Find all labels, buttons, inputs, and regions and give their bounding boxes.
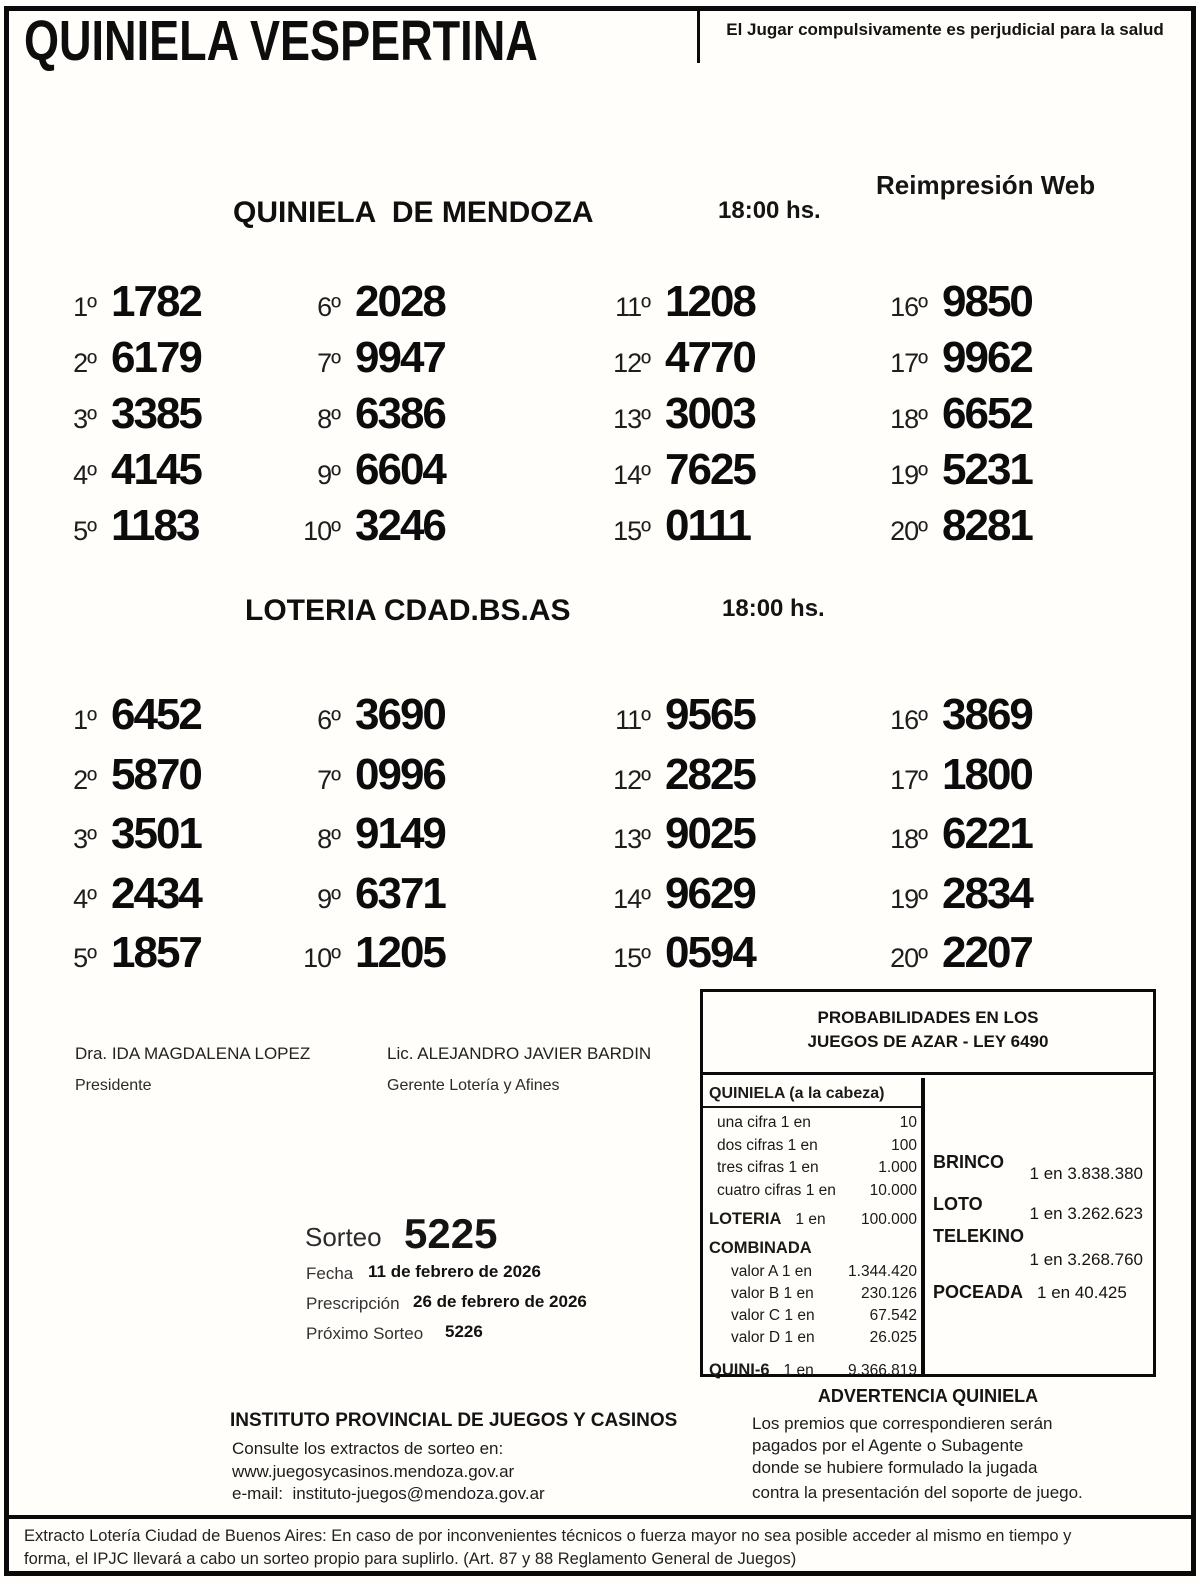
- odds-label: valor D 1 en: [731, 1329, 815, 1346]
- result-number: 1857: [111, 928, 201, 977]
- result-number: 6452: [111, 690, 201, 739]
- footer-disclaimer-line1: Extracto Lotería Ciudad de Buenos Aires: En caso de por inconvenientes técnicos o fuerza mayor no sea posible acceder al mismo en tiempo y: [24, 1527, 1072, 1545]
- result-number: 9629: [665, 868, 755, 918]
- result-cell: [34, 809, 201, 869]
- result-cell: [278, 809, 445, 869]
- odds-value: 26.025: [869, 1329, 917, 1346]
- odds-value: 1.000: [878, 1159, 917, 1176]
- sorteo-number: 5225: [404, 1210, 498, 1257]
- result-cell: [588, 690, 755, 750]
- poceada-row: [933, 1282, 1127, 1303]
- advertencia-title: ADVERTENCIA QUINIELA: [817, 1386, 1039, 1406]
- game-name-loto: LOTO: [933, 1194, 983, 1214]
- fecha-value: 11 de febrero de 2026: [368, 1262, 541, 1281]
- result-number: 2825: [665, 749, 755, 799]
- result-number: 9025: [665, 809, 755, 858]
- results-column: [34, 277, 201, 557]
- result-number: 1183: [111, 501, 199, 550]
- result-position: 9º: [317, 883, 340, 914]
- odds-row: [709, 1112, 917, 1135]
- result-cell: [865, 809, 1032, 869]
- results-column: [588, 690, 755, 988]
- probabilities-title-line1: PROBABILIDADES EN LOS: [817, 1008, 1039, 1027]
- result-position: 16º: [890, 292, 927, 322]
- odds-label: una cifra 1 en: [717, 1114, 811, 1131]
- advertencia-line: Los premios que correspondieren serán: [752, 1414, 1053, 1433]
- result-cell: [865, 389, 1032, 445]
- odds-label: valor C 1 en: [731, 1307, 815, 1324]
- odds-value: 10: [899, 1114, 917, 1131]
- reprint-label: Reimpresión Web: [876, 170, 1096, 200]
- result-number: 6604: [355, 445, 445, 494]
- result-cell: [588, 750, 755, 810]
- results-column: [865, 690, 1032, 988]
- section-heading-mendoza: QUINIELA DE MENDOZA: [233, 196, 594, 229]
- probabilities-body: [703, 1078, 1153, 1379]
- result-position: 5º: [73, 943, 96, 973]
- health-warning-box-border: [697, 11, 700, 63]
- result-number: 4145: [111, 445, 201, 494]
- result-position: 17º: [890, 348, 927, 378]
- result-position: 8º: [317, 404, 340, 434]
- result-cell: [865, 445, 1032, 501]
- result-cell: [34, 277, 201, 333]
- game-name-telekino: TELEKINO: [933, 1226, 1025, 1246]
- result-position: 19º: [890, 460, 927, 490]
- result-position: 18º: [890, 404, 927, 434]
- signature-president-name: Dra. IDA MAGDALENA LOPEZ: [75, 1044, 311, 1063]
- result-position: 10º: [303, 943, 340, 973]
- fecha-label: Fecha: [306, 1264, 354, 1283]
- result-position: 16º: [890, 705, 927, 735]
- result-position: 11º: [615, 292, 650, 322]
- result-cell: [34, 690, 201, 750]
- result-position: 2º: [73, 764, 96, 795]
- instituto-website: www.juegosycasinos.mendoza.gov.ar: [232, 1462, 515, 1481]
- result-position: 13º: [613, 404, 650, 434]
- result-number: 1800: [942, 749, 1032, 799]
- game-name: QUINI-6: [709, 1361, 770, 1379]
- health-warning-text: El Jugar compulsivamente es perjudicial para la salud: [726, 20, 1164, 39]
- result-cell: [34, 333, 201, 389]
- instituto-email: e-mail: instituto-juegos@mendoza.gov.ar: [232, 1484, 545, 1503]
- result-cell: [865, 333, 1032, 389]
- result-number: 0594: [665, 928, 755, 977]
- result-number: 9850: [942, 277, 1032, 326]
- result-number: 6652: [942, 389, 1032, 438]
- odds-row: [709, 1157, 917, 1180]
- odds-ratio: 1 en: [783, 1362, 814, 1379]
- result-cell: [588, 445, 755, 501]
- result-number: 5231: [942, 445, 1032, 494]
- odds-row: [709, 1327, 917, 1349]
- result-cell: [588, 389, 755, 445]
- result-position: 15º: [613, 943, 650, 973]
- probabilities-left-column: [703, 1078, 925, 1379]
- result-number: 8281: [942, 501, 1032, 550]
- section-heading-bsas: LOTERIA CDAD.BS.AS: [245, 594, 571, 627]
- result-cell: [588, 928, 755, 988]
- result-number: 2207: [942, 928, 1032, 977]
- combinada-header: COMBINADA: [709, 1239, 812, 1257]
- result-cell: [34, 445, 201, 501]
- result-cell: [865, 750, 1032, 810]
- odds-label: valor B 1 en: [731, 1285, 814, 1302]
- signature-manager-name: Lic. ALEJANDRO JAVIER BARDIN: [387, 1044, 652, 1063]
- result-cell: [278, 333, 445, 389]
- result-position: 12º: [613, 348, 650, 378]
- result-cell: [865, 928, 1032, 988]
- odds-row: [709, 1283, 917, 1305]
- probabilities-title-line2: JUEGOS DE AZAR - LEY 6490: [807, 1032, 1049, 1051]
- result-cell: [34, 750, 201, 810]
- result-number: 7625: [665, 445, 755, 494]
- result-position: 9º: [317, 460, 340, 490]
- loteria-odds-row: [709, 1206, 917, 1233]
- odds-value: 9.366.819: [848, 1362, 917, 1379]
- result-position: 1º: [73, 292, 96, 322]
- result-cell: [34, 389, 201, 445]
- result-position: 11º: [615, 705, 650, 735]
- results-column: [865, 277, 1032, 557]
- result-position: 3º: [73, 824, 96, 854]
- proximo-sorteo-value: 5226: [445, 1322, 483, 1341]
- advertencia-line: donde se hubiere formulado la jugada: [752, 1458, 1038, 1477]
- result-cell: [588, 501, 755, 557]
- result-number: 3869: [942, 690, 1032, 739]
- proximo-sorteo-label: Próximo Sorteo: [306, 1324, 424, 1343]
- draw-time-bsas: 18:00 hs.: [722, 595, 825, 622]
- result-position: 20º: [890, 943, 927, 973]
- odds-label: cuatro cifras 1 en: [717, 1181, 836, 1199]
- result-cell: [278, 445, 445, 501]
- result-number: 1782: [111, 277, 201, 326]
- odds-value: 67.542: [869, 1307, 917, 1324]
- result-cell: [278, 750, 445, 810]
- game-odds-telekino: 1 en 3.268.760: [1029, 1250, 1143, 1269]
- game-name: LOTERIA: [709, 1210, 782, 1228]
- result-position: 2º: [73, 348, 96, 378]
- result-position: 13º: [613, 824, 650, 854]
- result-number: 0996: [355, 749, 445, 799]
- result-number: 6386: [355, 389, 445, 438]
- prescripcion-label: Prescripción: [306, 1294, 400, 1313]
- result-position: 6º: [317, 292, 340, 322]
- result-number: 3246: [355, 501, 445, 550]
- odds-value: 1.344.420: [848, 1263, 917, 1280]
- result-position: 4º: [73, 883, 96, 914]
- result-cell: [588, 277, 755, 333]
- results-column: [278, 277, 445, 557]
- result-cell: [865, 277, 1032, 333]
- result-cell: [865, 501, 1032, 557]
- game-name-brinco: BRINCO: [933, 1152, 1004, 1172]
- result-number: 2028: [355, 277, 445, 326]
- result-cell: [278, 389, 445, 445]
- instituto-name: INSTITUTO PROVINCIAL DE JUEGOS Y CASINOS: [230, 1410, 678, 1431]
- odds-value: 100: [891, 1136, 917, 1154]
- advertencia-line: contra la presentación del soporte de juego.: [752, 1483, 1083, 1502]
- result-position: 20º: [890, 516, 927, 546]
- result-number: 1205: [355, 928, 445, 977]
- result-cell: [588, 809, 755, 869]
- result-cell: [34, 928, 201, 988]
- result-position: 14º: [613, 460, 650, 490]
- result-cell: [865, 869, 1032, 929]
- prescripcion-value: 26 de febrero de 2026: [413, 1292, 587, 1311]
- result-cell: [278, 928, 445, 988]
- result-number: 2434: [111, 868, 201, 918]
- probabilities-title: [703, 992, 1153, 1075]
- odds-row: [709, 1180, 917, 1203]
- result-position: 19º: [890, 883, 927, 914]
- result-cell: [278, 501, 445, 557]
- draw-time-mendoza: 18:00 hs.: [718, 197, 821, 224]
- result-position: 6º: [317, 705, 340, 735]
- result-number: 3501: [111, 809, 201, 858]
- result-number: 3003: [665, 389, 755, 438]
- result-position: 7º: [317, 764, 340, 795]
- odds-row: [709, 1261, 917, 1283]
- probabilities-box: [700, 989, 1156, 1377]
- sorteo-label: Sorteo: [305, 1222, 382, 1252]
- quini6-odds-row: [709, 1357, 917, 1384]
- result-position: 8º: [317, 824, 340, 854]
- odds-row: [709, 1305, 917, 1327]
- game-odds-poceada: 1 en 40.425: [1037, 1283, 1127, 1302]
- result-number: 9947: [355, 333, 445, 382]
- result-number: 6371: [355, 868, 445, 918]
- advertencia-line: pagados por el Agente o Subagente: [752, 1436, 1024, 1455]
- result-position: 17º: [890, 764, 927, 795]
- signature-manager-role: Gerente Lotería y Afines: [387, 1077, 560, 1094]
- result-position: 1º: [73, 705, 96, 735]
- result-cell: [34, 869, 201, 929]
- result-position: 5º: [73, 516, 96, 546]
- result-number: 3385: [111, 389, 201, 438]
- result-position: 18º: [890, 824, 927, 854]
- probabilities-right-column: [925, 1078, 1153, 1374]
- results-column: [588, 277, 755, 557]
- result-position: 14º: [613, 883, 650, 914]
- result-cell: [865, 690, 1032, 750]
- result-position: 15º: [613, 516, 650, 546]
- result-cell: [588, 869, 755, 929]
- odds-value: 230.126: [860, 1285, 917, 1302]
- result-number: 0111: [665, 501, 751, 550]
- result-position: 10º: [303, 516, 340, 546]
- result-number: 3690: [355, 690, 445, 739]
- result-number: 5870: [111, 749, 201, 799]
- odds-value: 100.000: [860, 1211, 917, 1228]
- result-position: 4º: [73, 460, 96, 490]
- result-number: 2834: [942, 868, 1032, 918]
- odds-label: dos cifras 1 en: [717, 1136, 818, 1154]
- game-odds-brinco: 1 en 3.838.380: [1029, 1164, 1143, 1183]
- odds-row: [709, 1135, 917, 1158]
- signature-president-role: Presidente: [75, 1077, 152, 1094]
- results-column: [34, 690, 201, 988]
- odds-label: tres cifras 1 en: [717, 1159, 819, 1176]
- game-name-poceada: POCEADA: [933, 1282, 1024, 1302]
- result-cell: [34, 501, 201, 557]
- result-number: 9565: [665, 690, 755, 739]
- result-position: 3º: [73, 404, 96, 434]
- quiniela-odds-header: QUINIELA (a la cabeza): [703, 1083, 921, 1108]
- result-number: 9149: [355, 809, 445, 858]
- odds-value: 10.000: [869, 1181, 917, 1199]
- result-number: 1208: [665, 277, 755, 326]
- page-title: QUINIELA VESPERTINA: [24, 9, 538, 73]
- odds-ratio: 1 en: [795, 1211, 826, 1228]
- footer-disclaimer-line2: forma, el IPJC llevará a cabo un sorteo propio para suplirlo. (Art. 87 y 88 Reglamento General de Juegos): [24, 1550, 797, 1568]
- result-position: 12º: [613, 764, 650, 795]
- result-cell: [278, 869, 445, 929]
- result-cell: [278, 690, 445, 750]
- result-number: 6221: [942, 809, 1032, 858]
- result-number: 9962: [942, 333, 1032, 382]
- instituto-consulte-line: Consulte los extractos de sorteo en:: [232, 1439, 504, 1458]
- result-number: 4770: [665, 333, 755, 382]
- odds-label: valor A 1 en: [731, 1263, 813, 1280]
- result-cell: [278, 277, 445, 333]
- results-column: [278, 690, 445, 988]
- result-cell: [588, 333, 755, 389]
- game-odds-loto: 1 en 3.262.623: [1029, 1204, 1143, 1223]
- footer-separator-line: [9, 1515, 1191, 1519]
- result-number: 6179: [111, 333, 201, 382]
- result-position: 7º: [317, 348, 340, 378]
